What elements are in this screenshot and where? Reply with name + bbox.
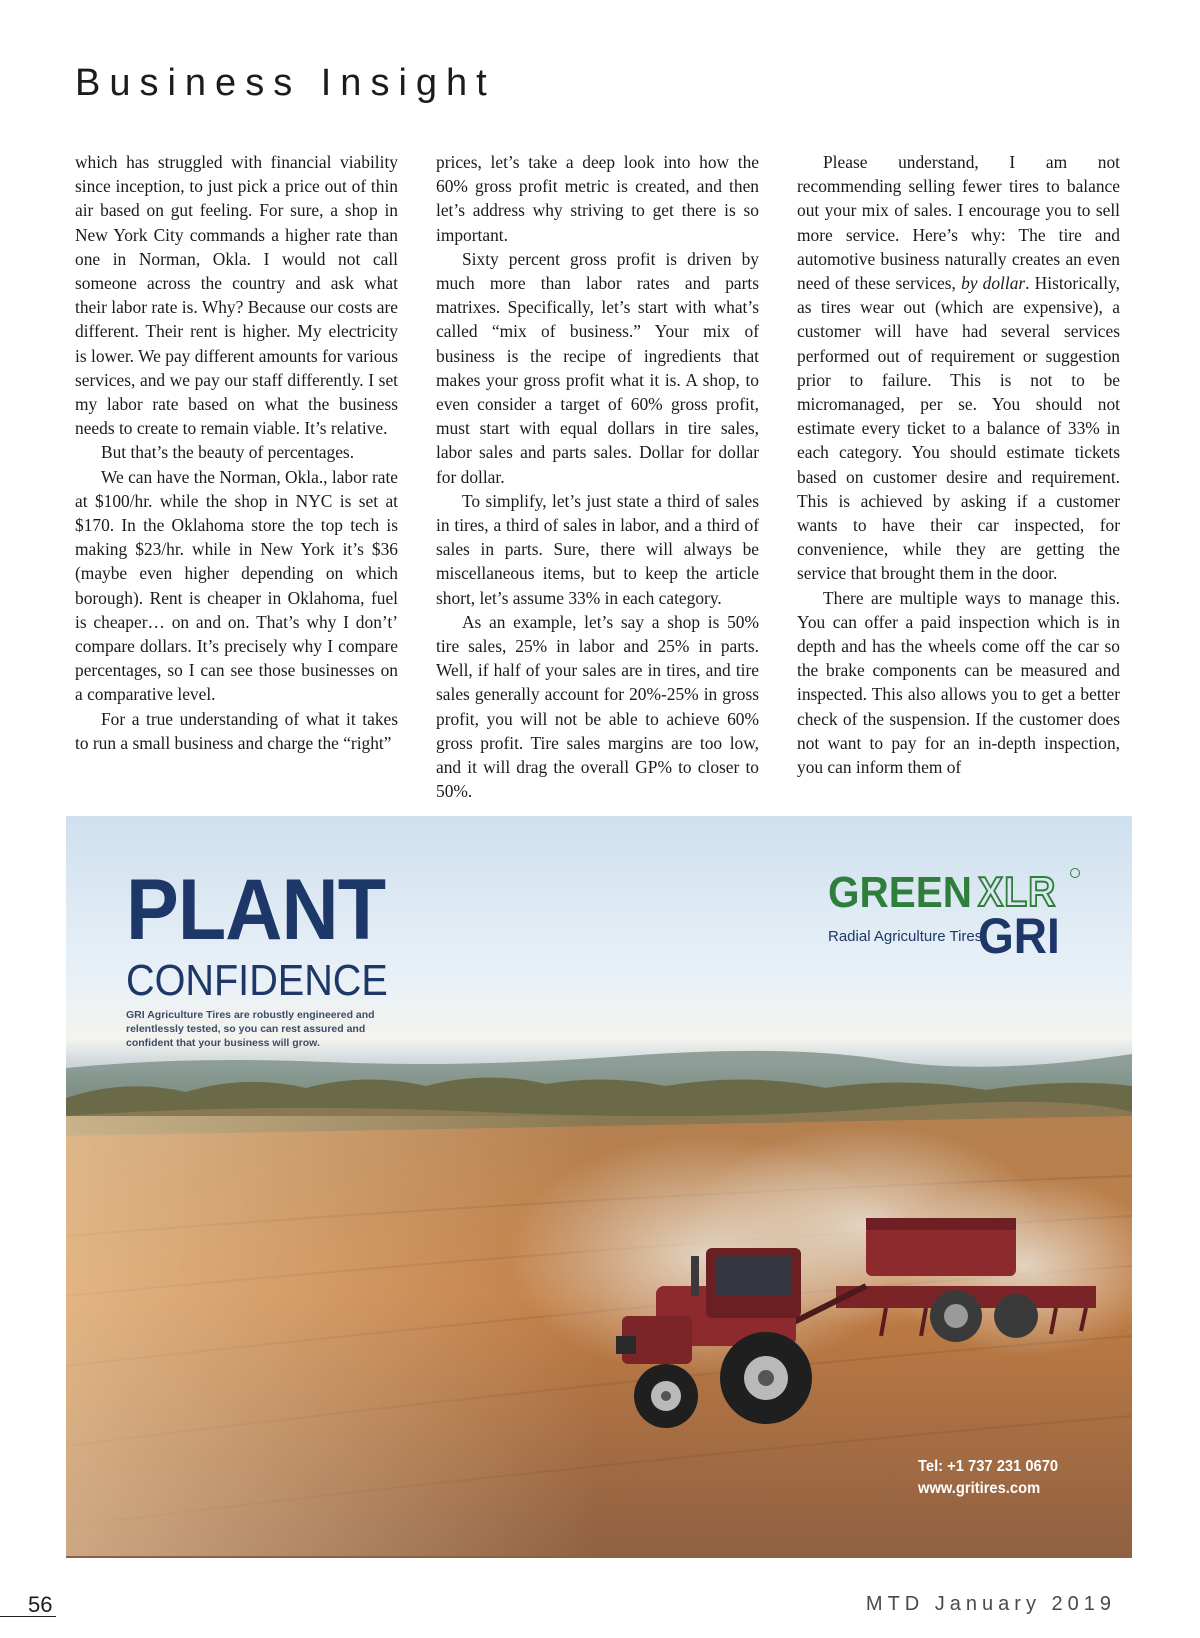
advertisement: [66, 816, 1132, 1558]
paragraph: We can have the Norman, Okla., labor rate at $100/hr. while the shop in NYC is set at $170. In the Oklahoma store the top tech is making $23/hr. while in New York it’s $36 (maybe even higher depending on which borough). Rent is cheaper in Oklahoma, fuel is cheaper… on and on. That’s why I don’t’ compare dollars. It’s precisely why I compare percentages, so I can see those businesses on a comparative level.: [75, 466, 399, 705]
paragraph: For a true understanding of what it takes to run a small business and charge the “right”: [75, 708, 398, 753]
paragraph: There are multiple ways to manage this. You can offer a paid inspection which is in depth and has the wheels come off the car so the brake components can be measured and inspected. This also allows you to get a better check of the suspension. If the customer does not want to pay for an in-depth inspection, you can inform them of: [797, 587, 1120, 778]
paragraph-text: . Historically, as tires wear out (which are expensive), a customer will have had several services performed out of requirement or suggestion prior to failure. This is not to be micromanaged, per se. You should not estimate every ticket to a balance of 33% in each category. You should estimate tickets based on customer desire and requirement. This is achieved by asking if a customer wants to have their car inspected, for convenience, while they are getting the service that brought them in the door.: [797, 273, 1121, 584]
article-column-2: [436, 150, 759, 803]
website-link[interactable]: www.gritires.com: [917, 1480, 1040, 1497]
registered-icon: [1070, 868, 1080, 878]
brand-name: GREEN: [828, 868, 972, 917]
ad-headline: PLANT: [126, 862, 386, 958]
section-title: Business Insight: [75, 62, 496, 104]
gri-logo: GRI: [978, 908, 1060, 964]
paragraph: To simplify, let’s just state a third of sales in tires, a third of sales in labor, and a third of sales in parts. Sure, there will always be miscellaneous items, but to keep the article short, let’s assume 33% in each category.: [436, 490, 759, 608]
paragraph: [797, 150, 1120, 586]
page-number: 56: [28, 1592, 53, 1617]
paragraph: prices, let’s take a deep look into how the 60% gross profit metric is created, and then let’s address why striving to get there is so important.: [436, 152, 759, 245]
article-body: [75, 150, 1125, 802]
paragraph: Sixty percent gross profit is driven by much more than labor rates and parts matrixes. Specifically, let’s start with what’s called “mix of business.” Your mix of business is the recipe of ingredients that makes your gross profit what it is. A shop, to even consider a target of 60% gross profit, must start with equal dollars in tire sales, labor sales and parts sales. Dollar for dollar for dollar.: [436, 248, 759, 487]
phone-number: Tel: +1 737 231 0670: [917, 1458, 1058, 1475]
brand-series: XLR: [978, 868, 1057, 915]
brand-tagline: Radial Agriculture Tires: [828, 928, 983, 945]
paragraph: As an example, let’s say a shop is 50% tire sales, 25% in labor and 25% in parts. Well, if half of your sales are in tires, and tire sales generally account for 20%-25% in gross profit, you will not be able to achieve 60% gross profit. Tire sales margins are too low, and it will drag the overall GP% to closer to 50%.: [436, 611, 759, 802]
article-column-3: [797, 150, 1120, 779]
paragraph-text: Please understand, I am not recommending selling fewer tires to balance out your mix of sales. I encourage you to sell more service. Here’s why: The tire and automotive business naturally creates an even need of these services,: [797, 152, 1120, 294]
ad-subhead: CONFIDENCE: [126, 956, 388, 1005]
article-column-1: [75, 150, 398, 755]
ad-body-text: GRI Agriculture Tires are robustly engineered and relentlessly tested, so you can rest assured and confident that your business will grow.: [126, 1009, 375, 1049]
ad-contact: [918, 1456, 1070, 1500]
issue-label: MTD January 2019: [865, 1593, 1116, 1615]
paragraph: But that’s the beauty of percentages.: [101, 442, 355, 463]
paragraph: which has struggled with financial viability since inception, to just pick a price out of thin air based on gut feeling. For sure, a shop in New York City commands a higher rate than one in Norman, Okla. I would not call someone across the country and ask what their labor rate is. Why? Because our costs are different. Their rent is higher. My electricity is lower. We pay different amounts for various services, and we pay our staff differently. I set my labor rate based on what the business needs to create to remain viable. It’s relative.: [75, 152, 398, 439]
emphasis-text: by dollar: [961, 273, 1026, 294]
